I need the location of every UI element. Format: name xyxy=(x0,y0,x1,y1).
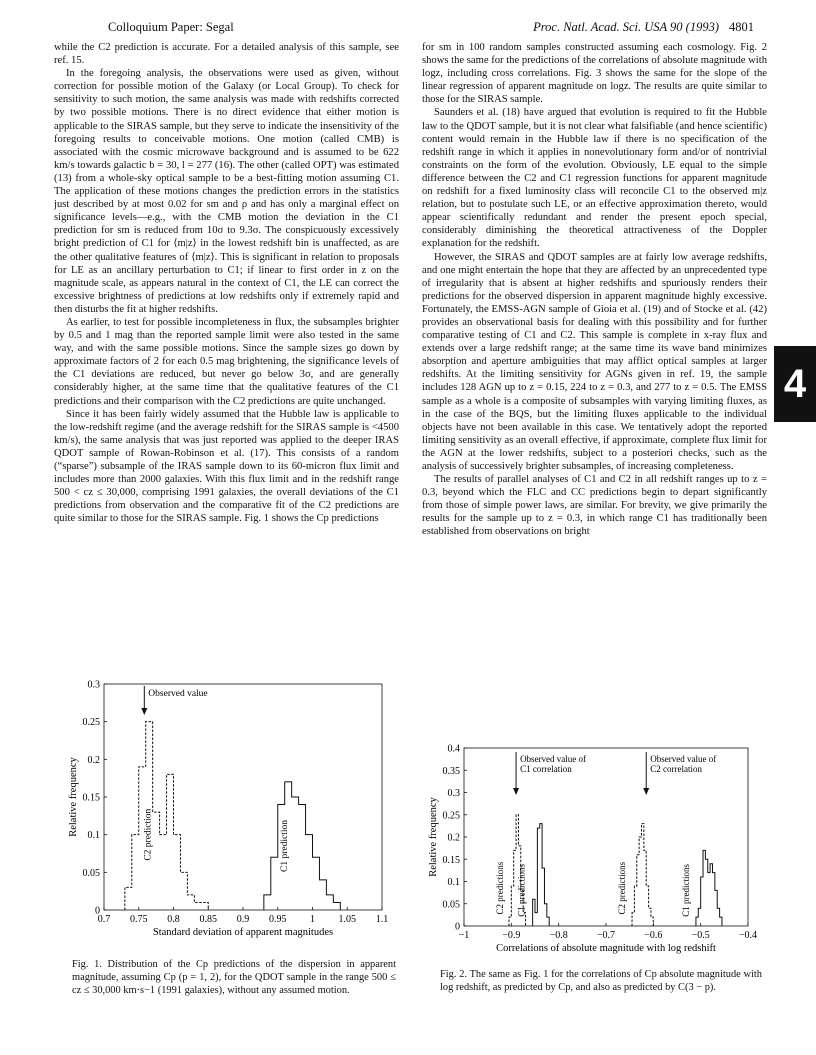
x-tick-label: 0.75 xyxy=(130,914,148,925)
y-axis-label: Relative frequency xyxy=(428,797,439,877)
section-thumb-tab: 4 xyxy=(774,346,816,422)
observed-value-arrowhead-2 xyxy=(643,788,649,795)
y-tick-label: 0.25 xyxy=(82,717,100,729)
paragraph: Since it has been fairly widely assumed that the Hubble law is applicable to the low-redshift regime (and the average redshift for the SIRAS sample is <4500 km/s), the same analysis that was just reported was applied to the deeper IRAS QDOT sample of Rowan-Robinson et al. (17). This consists of a random (“sparse”) subsample of the IRAS sample down to its 60-micron flux limit and includes more than 2000 galaxies. With this flux limit and in the redshift range 500 < cz ≤ 30,000, comprising 1991 galaxies, the overall deviations of the C1 predictions from observation and the comparative fit of the C2 predictions are quite similar to those for the SIRAS sample. Fig. 1 shows the Cp predictions xyxy=(54,408,399,525)
histogram-series-3 xyxy=(632,824,653,926)
x-tick-label: 0.85 xyxy=(199,914,217,925)
series-label-3: C2 predictions xyxy=(616,861,627,915)
figure-2-caption: Fig. 2. The same as Fig. 1 for the correlations of Cp absolute magnitude with log redshift, as predicted by Cp, and also as predicted by C(3 − p). xyxy=(440,969,762,993)
x-tick-label: −0.6 xyxy=(644,930,663,941)
x-tick-label: 1 xyxy=(310,914,315,925)
paragraph: for sm in 100 random samples constructed assuming each cosmology. Fig. 2 shows the same for the predictions of the correlations of absolute magnitude with logz, including cross correlations. Fig. 3 shows the same for the slope of the linear regression of apparent magnitude on logz. The results are quite similar to those for the SIRAS sample. xyxy=(422,42,767,106)
figure-1 xyxy=(52,676,398,951)
x-tick-label: 1.1 xyxy=(375,914,389,925)
x-axis-label: Correlations of absolute magnitude with log redshift xyxy=(496,943,716,954)
x-tick-label: 0.9 xyxy=(236,914,250,925)
x-tick-label: 1.05 xyxy=(338,914,356,925)
histogram-series-2 xyxy=(264,782,340,910)
series-label-4: C1 predictions xyxy=(680,864,691,917)
figure-1-caption: Fig. 1. Distribution of the Cp predictions of the dispersion in apparent magnitude, assuming Cp (p = 1, 2), for the QDOT sample in the range 500 ≤ cz ≤ 30,000 km·s−1 (1991 galaxies), without any assumed motion. xyxy=(72,959,396,996)
x-tick-label: −0.5 xyxy=(691,930,710,941)
y-tick-label: 0.35 xyxy=(442,765,460,777)
figure-2 xyxy=(418,742,770,969)
y-tick-label: 0.1 xyxy=(87,830,100,842)
y-tick-label: 0 xyxy=(95,905,100,917)
plot-frame xyxy=(104,684,382,910)
observed-value-arrowhead xyxy=(141,708,147,715)
series-label-2: C1 predictions xyxy=(516,864,527,917)
paragraph: However, the SIRAS and QDOT samples are at fairly low average redshifts, and one might entertain the hope that they are affected by an unprecedented type of irregularity that is absent at higher redshifts and spuriously renders their predictions for the observed dispersion in apparent magnitude highly excessive. Fortunately, the EMSS-AGN sample of Gioia et al. (19) and of Stocke et al. (42) provides an observational basis for dealing with this possibility and for further comparative testing of C1 and C2. This sample is complete in x-ray flux and extends over a large redshift range; at the same time its wave band minimizes absorption and aperture ambiguities that may afflict optical samples at larger redshifts. At the limiting sensitivity for AGNs given in ref. 19, the sample includes 128 AGN up to z = 0.15, 224 to z = 0.3, and 277 to z = 0.5. The EMSS sample as a whole is a composite of subsamples with varying limiting fluxes, as in the case of the BQS, but the limiting fluxes applicable to the individual objects have not been available in this case. We tentatively adopt the reported limiting sensitivity as an overall effective, if approximate, complete flux limit for the AGN at the lower redshifts, subject to a posteriori checks, such as the analysis of successively brighter subsamples, of increasing completeness. xyxy=(422,251,767,472)
x-tick-label: −0.4 xyxy=(738,930,758,941)
observed-value-label-line1: Observed value of xyxy=(650,754,717,764)
y-tick-label: 0.15 xyxy=(82,792,100,804)
y-tick-label: 0.25 xyxy=(442,810,460,822)
histogram-series-4 xyxy=(696,850,722,926)
right-column xyxy=(422,41,767,539)
y-tick-label: 0.15 xyxy=(442,854,460,866)
histogram-series-1 xyxy=(125,722,208,910)
paragraph: In the foregoing analysis, the observations were used as given, without correction for possible motion of the Galaxy (or Local Group). To check for sensitivity to such motion, the same analysis was made with redshifts corrected by two possible motions. There is no direct evidence that either motion is applicable to the SIRAS sample, but they serve to indicate the insensitivity of the foregoing results to conceivable motions. One motion (called CMB) is associated with the cosmic microwave background and is assumed to be 622 km/s towards galactic b = 30, l = 277 (16). The other (called OPT) was estimated (13) from a whole-sky optical sample to be a best-fitting motion assuming C1. The application of these motions changes the prediction errors in the statistics just described by at most 0.02 for sm and ρ and has only a marginal effect on significance levels—e.g., with the CMB motion the deviation in the C1 prediction for sm is reduced from 10σ to 9.3σ. The conspicuously excessively bright prediction of C1 for ⟨m|z⟩ in the lowest redshift bin is unaffected, as are the other qualitative features of ⟨m|z⟩. This is significant in relation to proposals for LE as an ancillary perturbation to C1; if linear to first order in z on the magnitude scale, as appears natural in the context of C1, the LE can correct the excessive brightness of predictions at low redshifts only if extremely rapid and then disturbs the fit at higher redshifts. xyxy=(54,68,399,315)
x-tick-label: −0.9 xyxy=(502,930,521,941)
observed-value-arrowhead-1 xyxy=(513,788,519,795)
series-label-1: C2 predictions xyxy=(494,861,505,915)
y-tick-label: 0.05 xyxy=(82,867,100,879)
y-tick-label: 0.2 xyxy=(447,832,460,844)
plot-frame xyxy=(464,748,748,926)
paragraph: As earlier, to test for possible incompleteness in flux, the subsamples brighter by 0.5 and 1 mag than the reported sample limit were also tested in the same way, and with the same possible motions. Since the sample sizes go down by approximate factors of 2 for each 0.5 mag brightening, the significance levels of the C1 deviations are reduced, but never go below 3σ, and are generally considerably higher, at the same time that the qualitative features of the C1 predictions and their comparison with the C2 predictions are quite unchanged. xyxy=(54,316,399,407)
figure-2-chart xyxy=(418,742,770,964)
figure-1-chart xyxy=(52,676,398,946)
x-tick-label: −1 xyxy=(458,930,470,941)
paragraph: The results of parallel analyses of C1 and C2 in all redshift ranges up to z = 0.3, beyond which the FLC and CC predictions begin to depart significantly from those of simple power laws, are similar. For brevity, we give primarily the results for the sample up to z = 0.3, in which range C1 has traditionally been established from observations on bright xyxy=(422,474,767,538)
page-number: 4801 xyxy=(729,20,754,34)
running-header-right xyxy=(533,20,754,35)
journal-citation: Proc. Natl. Acad. Sci. USA 90 (1993) xyxy=(533,20,719,34)
x-axis-label: Standard deviation of apparent magnitudes xyxy=(152,927,334,938)
x-tick-label: −0.7 xyxy=(596,930,616,941)
x-tick-label: 0.7 xyxy=(97,914,111,925)
c1-prediction-label: C1 prediction xyxy=(279,819,290,872)
y-tick-label: 0.05 xyxy=(442,899,460,911)
x-tick-label: 0.95 xyxy=(269,914,287,925)
y-tick-label: 0.1 xyxy=(447,877,460,888)
y-axis-label: Relative frequency xyxy=(68,757,79,837)
y-tick-label: 0.3 xyxy=(447,788,460,799)
x-tick-label: −0.8 xyxy=(549,930,568,941)
paragraph: while the C2 prediction is accurate. For a detailed analysis of this sample, see ref. 15. xyxy=(54,42,399,67)
observed-value-label: Observed value xyxy=(148,689,208,699)
running-header-left: Colloquium Paper: Segal xyxy=(108,20,234,34)
histogram-series-2 xyxy=(533,824,550,926)
c2-prediction-label: C2 prediction xyxy=(143,808,154,861)
x-tick-label: 0.8 xyxy=(167,914,180,925)
observed-value-label-line2: C2 correlation xyxy=(650,764,702,774)
y-tick-label: 0.3 xyxy=(87,679,100,691)
paragraph: Saunders et al. (18) have argued that evolution is required to fit the Hubble law to the QDOT sample, but it is not clear what falsifiable (and hence scientific) content would remain in the Hubble law if there is no specification of the redshift range in which it applies in nonevolutionary form and/or of nontrivial constraints on the form of the evolution. Obviously, LE equal to the simple difference between the C2 and C1 regression functions for apparent magnitude on redshift for a fixed luminosity class will reconcile C1 to the observed m|z relation, but to postulate such LE, or an effective approximation thereto, would appear scientifically redundant and render the present epoch special, considerably diminishing the theoretical attractiveness of the Doppler explanation for the redshift. xyxy=(422,107,767,250)
left-column xyxy=(54,41,399,525)
observed-value-label-line1: Observed value of xyxy=(520,754,587,764)
y-tick-label: 0.4 xyxy=(447,743,460,755)
y-tick-label: 0.2 xyxy=(87,754,100,766)
y-tick-label: 0 xyxy=(455,921,460,933)
observed-value-label-line2: C1 correlation xyxy=(520,764,572,774)
